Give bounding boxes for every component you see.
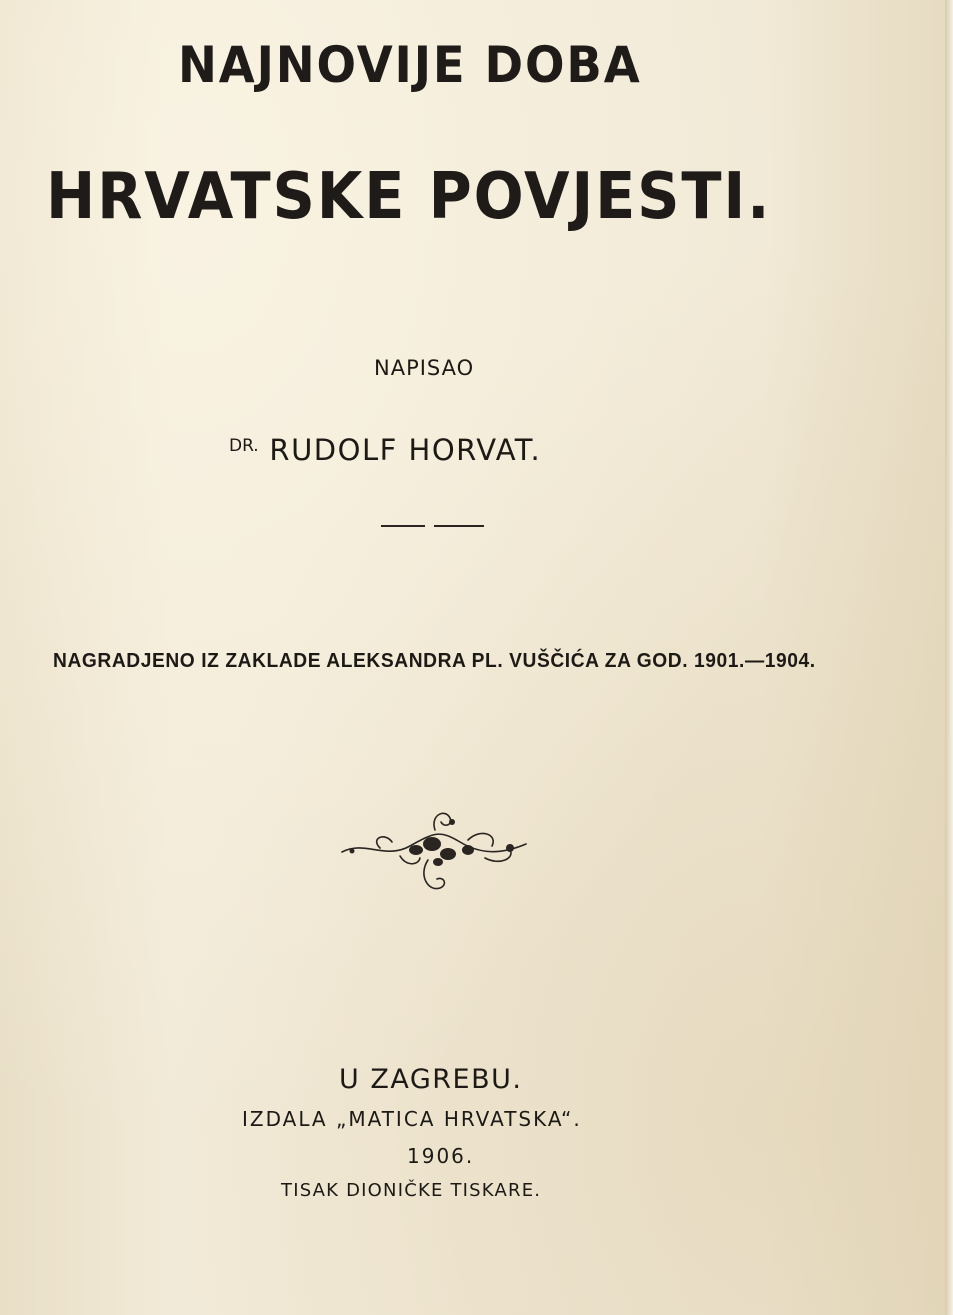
author — [229, 433, 541, 467]
author-prefix: DR. — [229, 436, 259, 456]
title-line-2: HRVATSKE POVJESTI. — [46, 160, 772, 234]
divider-rule-right — [434, 525, 484, 527]
award-note: NAGRADJENO IZ ZAKLADE ALEKSANDRA PL. VUŠČIĆA ZA GOD. 1901.—1904. — [53, 650, 816, 672]
page-edge — [945, 0, 953, 1315]
imprint-publisher: IZDALA „MATICA HRVATSKA“. — [242, 1107, 582, 1131]
byline-label: NAPISAO — [374, 356, 475, 380]
imprint-printer: TISAK DIONIČKE TISKARE. — [281, 1180, 542, 1201]
title-line-1: NAJNOVIJE DOBA — [178, 36, 642, 94]
divider-rule-left — [381, 525, 425, 527]
imprint-place: U ZAGREBU. — [339, 1064, 523, 1095]
author-name: RUDOLF HORVAT. — [269, 433, 542, 467]
floral-vignette-icon — [340, 800, 530, 900]
imprint-year: 1906. — [407, 1144, 475, 1168]
